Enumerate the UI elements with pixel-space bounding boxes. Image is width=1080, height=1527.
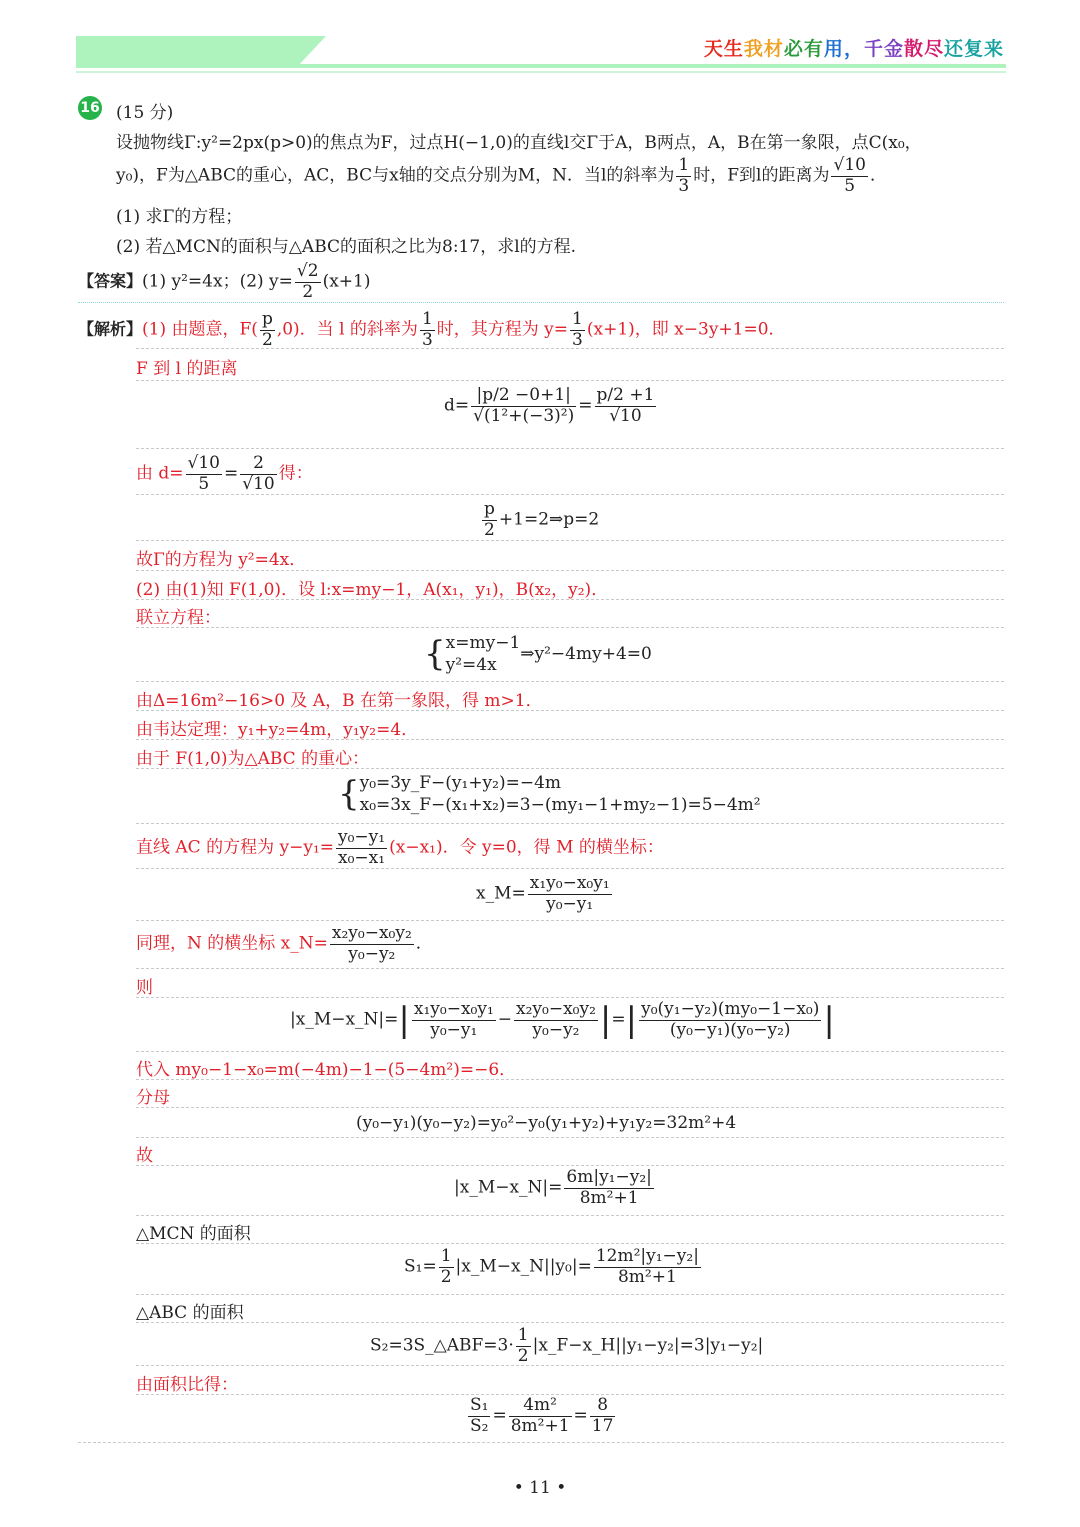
frac-sqrt10-over-5: $\frac{√10}{5}$ [833, 155, 866, 196]
rule [136, 1294, 1004, 1295]
question-number-badge: 16 [78, 96, 102, 120]
solution-line6: 联立方程： [136, 608, 221, 628]
rule [136, 448, 1004, 449]
frac-p-over-2: $\frac{p}{2}$ [261, 309, 273, 350]
s2-formula: S₂=3S_△ABF=3· $\frac{1}{2}$ |x_F−x_H||y₁−y₂|=3|y₁−y₂| [370, 1325, 764, 1366]
rule [136, 1165, 1004, 1166]
system-1: { x=my−1 y²=4x ⇒y²−4my+4=0 [424, 633, 652, 675]
rule [136, 1322, 1004, 1323]
rule [136, 997, 1004, 998]
rule [136, 868, 1004, 869]
solution-line10: 直线 AC 的方程为 y−y₁= $\frac{\text{y₀−y₁}}{\text{x₀−x₁}}$ (x−x₁)．令 y=0，得 M 的横坐标： [136, 827, 664, 868]
xm-formula: x_M= $\frac{\text{x₁y₀−x₀y₁}}{\text{y₀−y₁}}$ [476, 873, 610, 914]
solution-line5: (2) 由(1)知 F(1,0)．设 l:x=my−1，A(x₁，y₁)，B(x₂，y₂)． [136, 580, 609, 600]
page-number: • 11 • [513, 1478, 567, 1498]
question-part1: (1) 求Γ的方程； [116, 207, 243, 227]
solution-line9: 由于 F(1,0)为△ABC 的重心： [136, 749, 370, 769]
rule [136, 1394, 1004, 1395]
solution-line7: 由Δ=16m²−16>0 及 A，B 在第一象限，得 m>1． [136, 691, 543, 711]
frac-one-third-b: $\frac{1}{3}$ [421, 309, 433, 350]
rule [136, 494, 1004, 495]
rule [136, 768, 1004, 769]
answer-line: 【答案】(1) y²=4x；(2) y= $\frac{√2}{2}$ (x+1) [78, 261, 371, 302]
question-score: (15 分) [116, 103, 174, 123]
rule [136, 1137, 1004, 1138]
header-motto: 天生我材必有用，千金散尽还复来 [703, 38, 1004, 60]
header-band [76, 36, 1006, 74]
frac-sqrt2-over-2: $\frac{√2}{2}$ [296, 261, 319, 302]
rule [136, 681, 1004, 682]
rule [136, 1365, 1004, 1366]
solution-line16: △MCN 的面积 [136, 1224, 251, 1244]
rule [136, 380, 1004, 381]
rule [136, 627, 1004, 628]
rule [136, 540, 1004, 541]
frac-one-third: $\frac{1}{3}$ [678, 155, 690, 196]
rule [136, 968, 1004, 969]
solution-line12: 则 [136, 978, 153, 998]
difference-result: |x_M−x_N|= $\frac{\text{6m|y₁−y₂|}}{\text{8m²+1}}$ [454, 1167, 652, 1208]
frac-one-third-c: $\frac{1}{3}$ [572, 309, 583, 350]
answer-label: 【答案】 [78, 271, 143, 291]
solution-line15: 故 [136, 1146, 153, 1166]
distance-formula: d= $\frac{|p/2 -0+1|}{\text{√(1²+(−3)²)}}$ = $\frac{p/2 +1}{√10}$ [444, 385, 655, 426]
rule [136, 348, 1004, 349]
rule [136, 710, 1004, 711]
rule [136, 1215, 1004, 1216]
rule [136, 823, 1004, 824]
solution-line4: 故Γ的方程为 y²=4x． [136, 550, 307, 570]
p-equation: $\frac{p}{2}$ +1=2⇒p=2 [484, 499, 600, 540]
rule [136, 1243, 1004, 1244]
question-stem-line2: y₀)，F为△ABC的重心，AC，BC与x轴的交点分别为M，N．当l的斜率为 $\frac{1}{3}$ 时，F到l的距离为 $\frac{√10}{5}$ ． [116, 155, 887, 196]
solution-line11: 同理，N 的横坐标 x_N= $\frac{\text{x₂y₀−x₀y₂}}{\text{y₀−y₂}}$ ． [136, 923, 433, 964]
solution-line3: 由 d= $\frac{√10}{5}$ = $\frac{2}{√10}$ 得： [136, 453, 313, 494]
solution-line18: 由面积比得： [136, 1375, 238, 1395]
system-2: { y₀=3y_F−(y₁+y₂)=−4m x₀=3x_F−(x₁+x₂)=3−(my₁−1+my₂−1)=5−4m² [338, 773, 761, 815]
header-rule-thin [76, 71, 1006, 73]
solution-line8: 由韦达定理：y₁+y₂=4m，y₁y₂=4． [136, 720, 419, 740]
difference-formula: |x_M−x_N|=| $\frac{\text{x₁y₀−x₀y₁}}{\text{y₀−y₁}}$ − $\frac{\text{x₂y₀−x₀y₂}}{\text{y₀−y₂}}$ |=| $\frac{\text{y₀(y₁−y₂)(my₀−1−x₀)}}{\text{(y₀−y₁)(y₀−y₂)}}$ | [290, 999, 835, 1041]
s1-formula: S₁= $\frac{1}{2}$ |x_M−x_N||y₀|= $\frac{\text{12m²|y₁−y₂|}}{\text{8m²+1}}$ [404, 1246, 699, 1287]
header-rule [76, 64, 1006, 68]
rule [136, 739, 1004, 740]
rule [136, 920, 1004, 921]
solution-label: 【解析】 [78, 319, 143, 339]
denominator-formula: (y₀−y₁)(y₀−y₂)=y₀²−y₀(y₁+y₂)+y₁y₂=32m²+4 [356, 1113, 737, 1133]
rule [136, 599, 1004, 600]
solution-line1: 【解析】(1) 由题意，F( $\frac{p}{2}$ ,0)．当 l 的斜率为 $\frac{1}{3}$ 时，其方程为 y= $\frac{1}{3}$ (x+1)，即 x−3y+1=0． [78, 309, 786, 350]
solution-line14: 分母 [136, 1088, 170, 1108]
rule [136, 570, 1004, 571]
question-part2: (2) 若△MCN的面积与△ABC的面积之比为8:17，求l的方程. [116, 237, 577, 257]
rule [136, 1079, 1004, 1080]
answer-divider [78, 302, 1004, 303]
rule [78, 1442, 1004, 1443]
solution-line17: △ABC 的面积 [136, 1303, 244, 1323]
solution-line13: 代入 my₀−1−x₀=m(−4m)−1−(5−4m²)=−6． [136, 1060, 517, 1080]
ratio-formula: $\frac{\text{S₁}}{\text{S₂}}$ = $\frac{\text{4m²}}{\text{8m²+1}}$ = $\frac{8}{17}$ [470, 1395, 614, 1436]
solution-line2: F 到 l 的距离 [136, 359, 238, 379]
question-stem-line1: 设抛物线Γ:y²=2px(p>0)的焦点为F，过点H(−1,0)的直线l交Γ于A，B两点，A，B在第一象限，点C(x₀， [116, 133, 922, 153]
rule [136, 1051, 1004, 1052]
rule [136, 1107, 1004, 1108]
